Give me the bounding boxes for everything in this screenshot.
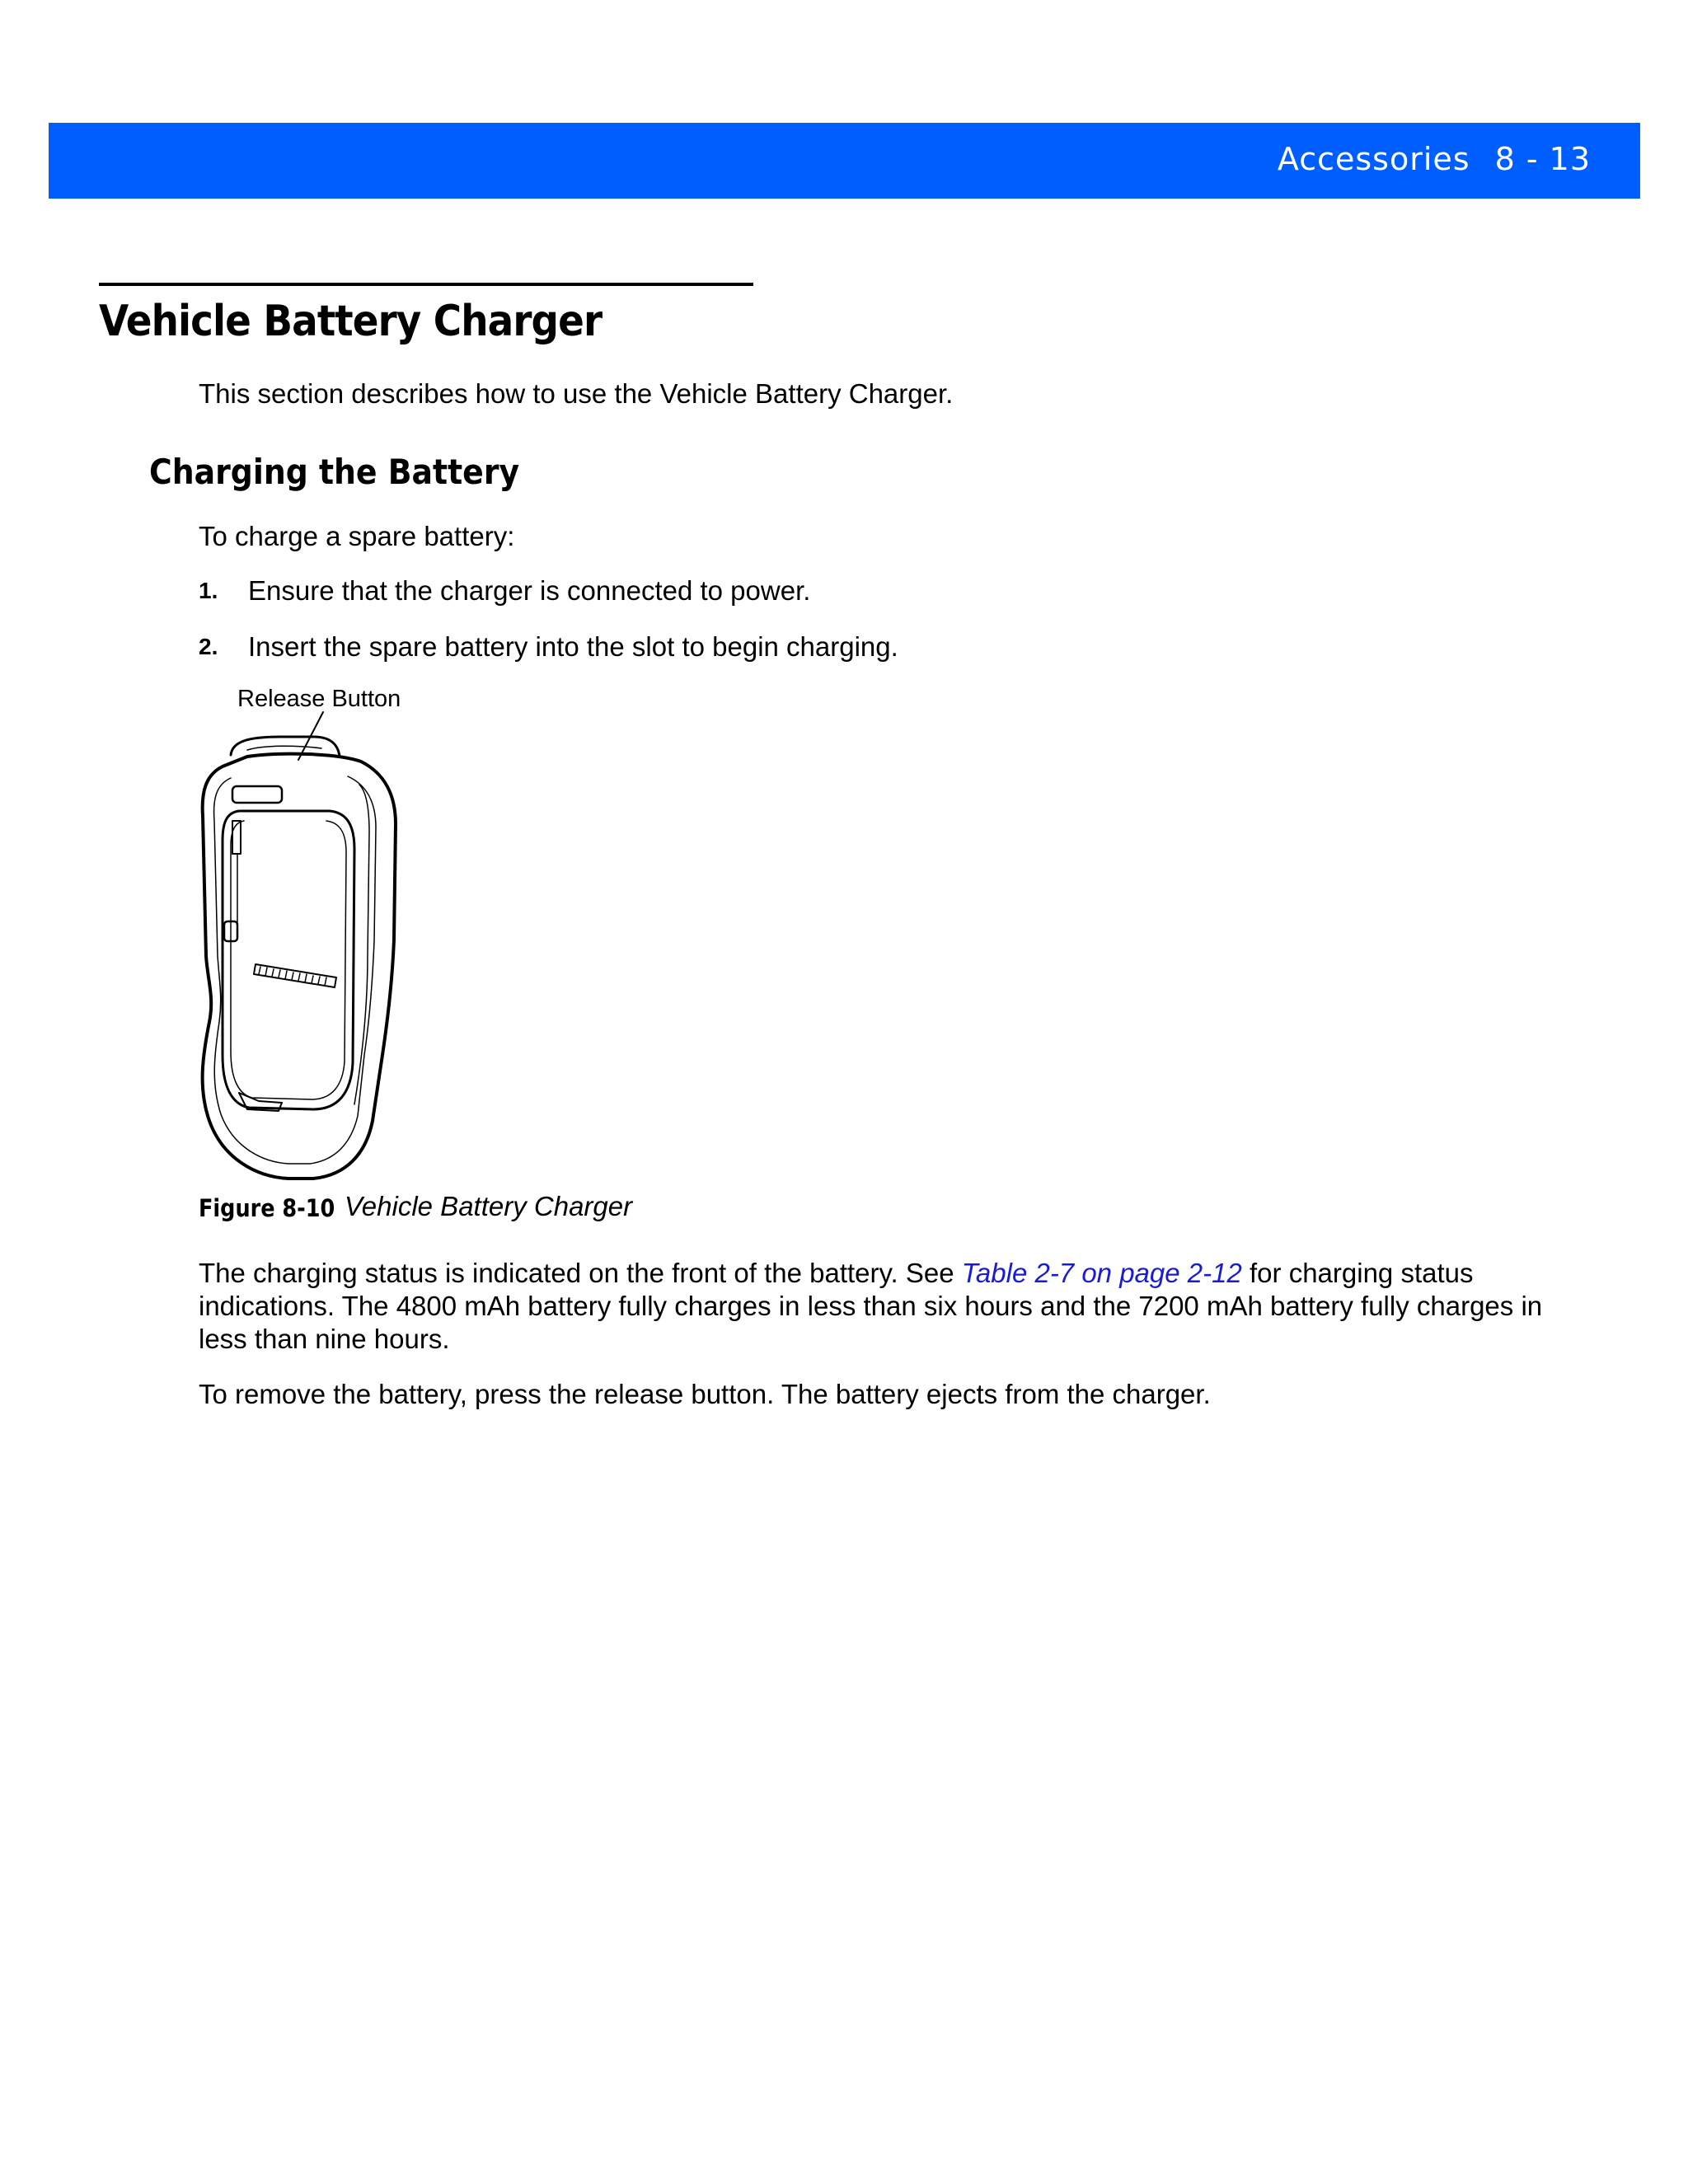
heading-rule xyxy=(99,283,753,286)
vehicle-battery-charger-illustration xyxy=(190,709,420,1187)
figure-number: Figure 8-10 xyxy=(199,1194,335,1222)
figure-callout-label: Release Button xyxy=(237,686,401,712)
table-cross-reference-link[interactable]: Table 2-7 on page 2-12 xyxy=(961,1258,1242,1288)
header-page-number: 8 - 13 xyxy=(1494,141,1591,177)
charging-status-paragraph xyxy=(199,1257,1583,1356)
header-running-title xyxy=(1278,141,1591,177)
step-number: 2. xyxy=(199,634,218,659)
header-section: Accessories xyxy=(1277,141,1470,177)
page-title: Vehicle Battery Charger xyxy=(99,297,603,346)
step-text: Ensure that the charger is connected to power. xyxy=(248,575,811,606)
subheading: Charging the Battery xyxy=(149,452,520,492)
page-header xyxy=(49,123,1640,199)
status-text-after: for charging status indications. The 4800 mAh battery fully charges in less than six hours and the 7200 mAh battery fully charges in less than nine hours. xyxy=(199,1258,1543,1354)
lead-paragraph: To charge a spare battery: xyxy=(199,521,515,551)
step-text: Insert the spare battery into the slot to begin charging. xyxy=(248,631,898,662)
step-number: 1. xyxy=(199,578,218,603)
remove-battery-paragraph: To remove the battery, press the release button. The battery ejects from the charger. xyxy=(199,1379,1211,1409)
status-text-before: The charging status is indicated on the front of the battery. See xyxy=(199,1258,962,1288)
figure-title: Vehicle Battery Charger xyxy=(345,1191,633,1221)
intro-paragraph: This section describes how to use the Vehicle Battery Charger. xyxy=(199,378,954,409)
